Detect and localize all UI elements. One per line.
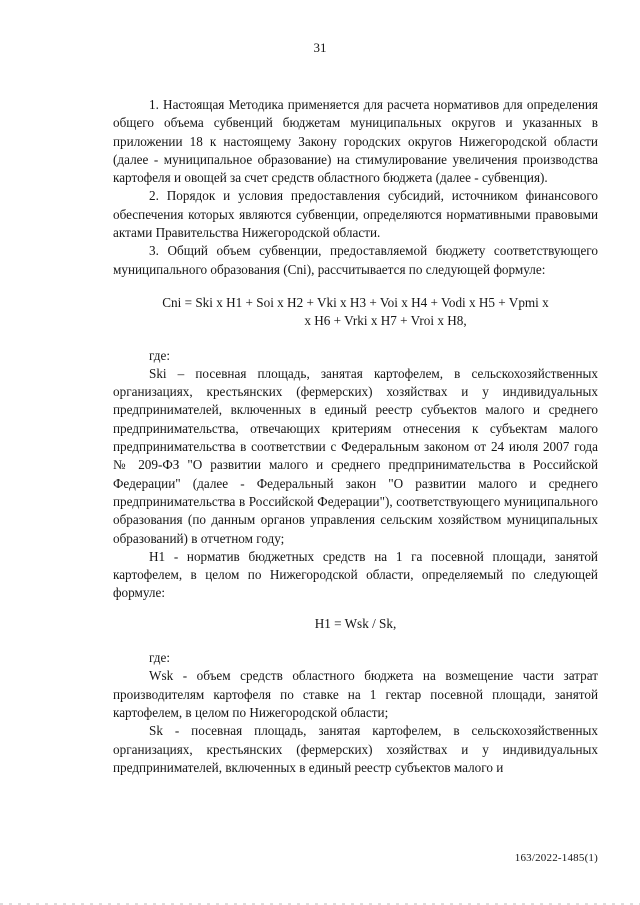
paragraph-3: 3. Общий объем субвенции, предоставляемой бюджету соответствующего муниципального образования (Cni), рассчитывается по следующей формуле: <box>113 243 598 277</box>
formula-h1: H1 = Wsk / Sk, <box>314 615 397 631</box>
paragraph-2: 2. Порядок и условия предоставления субсидий, источником финансового обеспечения которых являются субвенции, определяются нормативными правовыми актами Правительства Нижегородской области. <box>113 188 598 241</box>
page-number: 31 <box>313 40 327 55</box>
formula-cni <box>113 294 598 331</box>
formula-cni-line-1: Cni = Ski x H1 + Soi x H2 + Vki x H3 + Voi x H4 + Vodi x H5 + Vpmi x <box>162 294 549 310</box>
where-label-1: где: <box>149 347 170 363</box>
definition-h1: H1 - норматив бюджетных средств на 1 га посевной площади, занятой картофелем, в целом по Нижегородской области, определяемый по следующей формуле: <box>113 548 598 601</box>
where-label-2: где: <box>149 650 170 666</box>
definition-wsk: Wsk - объем средств областного бюджета на возмещение части затрат производителям картофеля по ставке на 1 гектар посевной площади, занятой картофелем, в целом по Нижегородской области; <box>113 668 598 720</box>
formula-cni-line-2: x H6 + Vrki x H7 + Vroi x H8, <box>304 313 467 329</box>
definition-ski: Ski – посевная площадь, занятая картофелем, в сельскохозяйственных организациях, крестьянских (фермерских) хозяйствах и у индивидуальных предпринимателей, включенных в единый реестр субъектов малого и среднего предпринимательства, отвечающих критериям отнесения к субъектам малого предпринимательства в соответствии с Федеральным законом от 24 июля 2007 года № 209-ФЗ "О развитии малого и среднего предпринимательства в Российской Федерации" (далее - Федеральный закон "О развитии малого и среднего предпринимательства в Российской Федерации"), соответствующего муниципального образования (по данным органов управления сельским хозяйством муниципальных образований) в отчетном году; <box>113 365 598 546</box>
paragraph-1: 1. Настоящая Методика применяется для расчета нормативов для определения общего объема субвенций бюджетам муниципальных округов и указанных в приложении 18 к настоящему Закону городских округов Нижегородской области (далее - муниципальное образование) на стимулирование увеличения производства картофеля и овощей за счет средств областного бюджета (далее - субвенция). <box>113 97 598 186</box>
definition-sk: Sk - посевная площадь, занятая картофелем, в сельскохозяйственных организациях, крестьянских (фермерских) хозяйствах и у индивидуальных предпринимателей, включенных в единый реестр субъектов малого и <box>113 723 598 775</box>
document-body <box>113 96 598 777</box>
document-code: 163/2022-1485(1) <box>514 852 598 864</box>
